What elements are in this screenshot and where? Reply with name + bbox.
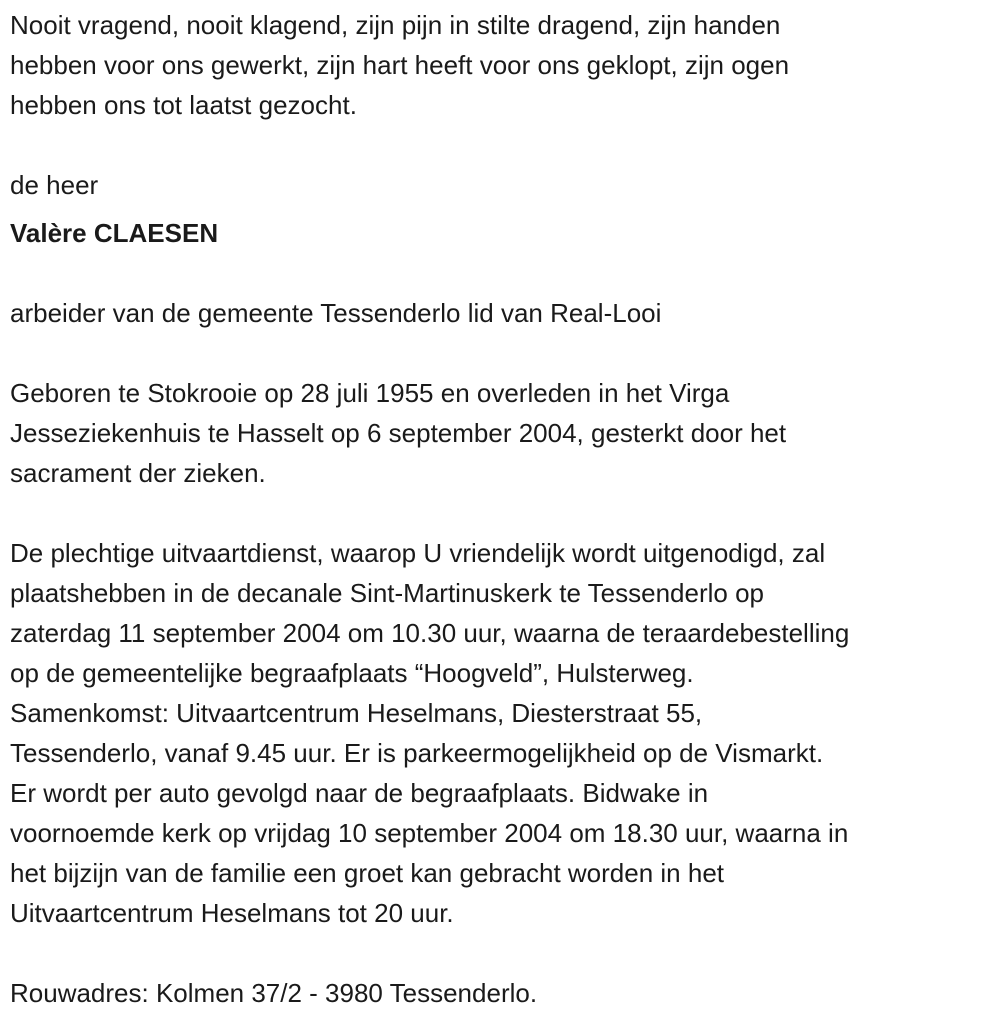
text-line: plaatshebben in de decanale Sint-Martinuskerk te Tessenderlo op (10, 578, 764, 608)
intro-paragraph (10, 5, 849, 125)
text-line: op de gemeentelijke begraafplaats “Hoogveld”, Hulsterweg. (10, 658, 694, 688)
text-line: het bijzijn van de familie een groet kan gebracht worden in het (10, 858, 724, 888)
funeral-paragraph (10, 533, 849, 933)
text-line: Uitvaartcentrum Heselmans tot 20 uur. (10, 898, 454, 928)
text-line: Er wordt per auto gevolgd naar de begraafplaats. Bidwake in (10, 778, 709, 808)
salutation: de heer (10, 170, 99, 200)
mourning-address: Rouwadres: Kolmen 37/2 - 3980 Tessenderlo. (10, 978, 538, 1008)
deceased-name: Valère CLAESEN (10, 218, 219, 248)
text-line: Jesseziekenhuis te Hasselt op 6 september 2004, gesterkt door het (10, 418, 787, 448)
birth-death-paragraph (10, 373, 849, 493)
occupation: arbeider van de gemeente Tessenderlo lid van Real-Looi (10, 298, 662, 328)
text-line: Nooit vragend, nooit klagend, zijn pijn in stilte dragend, zijn handen (10, 10, 781, 40)
text-line: hebben voor ons gewerkt, zijn hart heeft voor ons geklopt, zijn ogen (10, 50, 790, 80)
text-line: sacrament der zieken. (10, 458, 266, 488)
text-line: zaterdag 11 september 2004 om 10.30 uur, waarna de teraardebestelling (10, 618, 850, 648)
text-line: Tessenderlo, vanaf 9.45 uur. Er is parkeermogelijkheid op de Vismarkt. (10, 738, 824, 768)
text-line: De plechtige uitvaartdienst, waarop U vriendelijk wordt uitgenodigd, zal (10, 538, 826, 568)
text-line: Geboren te Stokrooie op 28 juli 1955 en overleden in het Virga (10, 378, 730, 408)
text-line: hebben ons tot laatst gezocht. (10, 90, 357, 120)
obituary-document (10, 5, 849, 1013)
text-line: Samenkomst: Uitvaartcentrum Heselmans, Diesterstraat 55, (10, 698, 703, 728)
text-line: voornoemde kerk op vrijdag 10 september 2004 om 18.30 uur, waarna in (10, 818, 849, 848)
